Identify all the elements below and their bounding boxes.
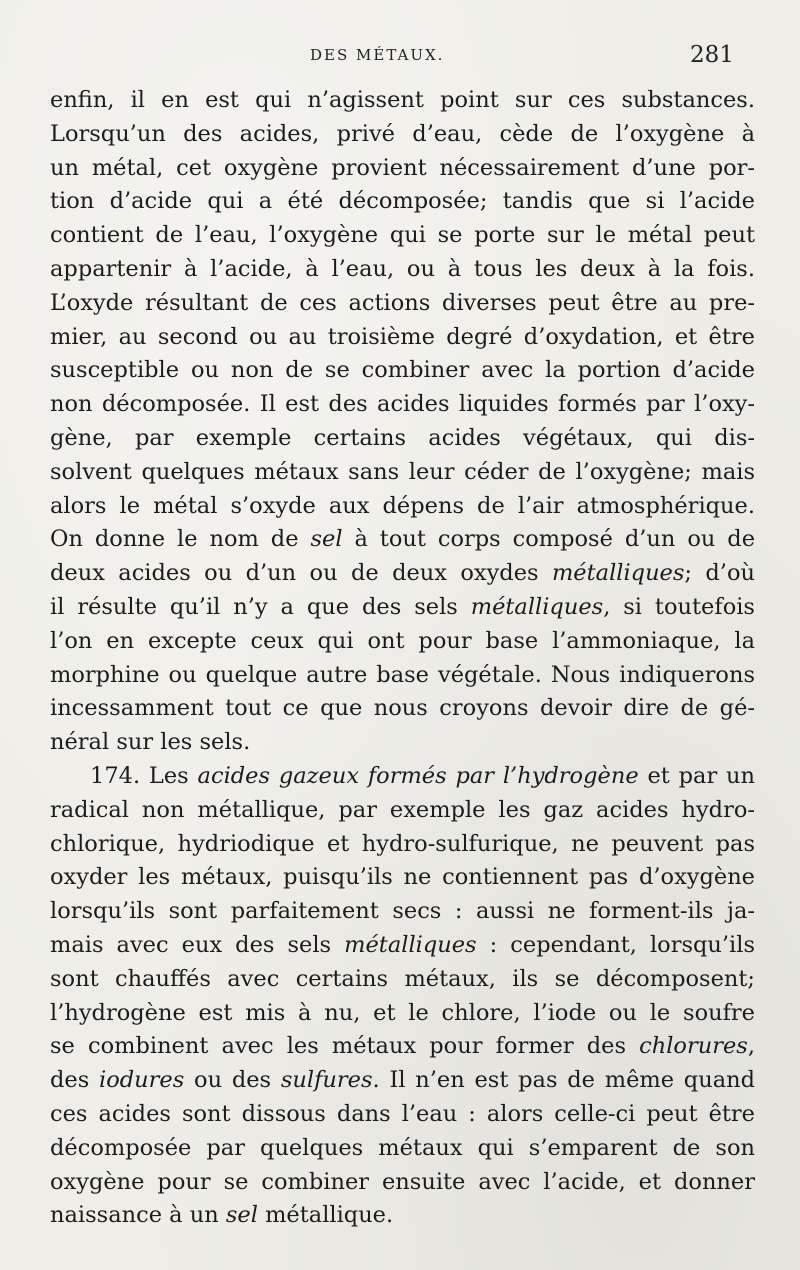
- italic-phrase: sulfures: [280, 1067, 373, 1094]
- text-line: néral sur les sels.: [50, 729, 251, 756]
- text-line: contient de l’eau, l’oxygène qui se porte sur le métal peut: [50, 222, 755, 249]
- text-line: mais avec eux des sels métalliques : cependant, lorsqu’ils: [50, 931, 755, 958]
- italic-phrase: sel: [225, 1202, 258, 1229]
- text-line: incessamment tout ce que nous croyons devoir dire de gé-: [50, 695, 755, 722]
- text-line: l’on en excepte ceux qui ont pour base l’ammoniaque, la: [50, 627, 755, 654]
- text-line: se combinent avec les métaux pour former des chlorures,: [50, 1033, 755, 1060]
- text-line: il résulte qu’il n’y a que des sels métalliques, si toutefois: [50, 593, 755, 620]
- text-line: appartenir à l’acide, à l’eau, ou à tous les deux à la fois.: [50, 255, 755, 282]
- text-line: un métal, cet oxygène provient nécessairement d’une por-: [50, 154, 755, 181]
- italic-phrase: iodures: [99, 1067, 185, 1094]
- page-number: 281: [690, 42, 734, 68]
- text-line: décomposée par quelques métaux qui s’emparent de son: [50, 1134, 755, 1161]
- text-line: tion d’acide qui a été décomposée; tandis que si l’acide: [50, 188, 755, 215]
- italic-phrase: métalliques: [470, 593, 604, 620]
- text-line: l’hydrogène est mis à nu, et le chlore, l’iode ou le soufre: [50, 999, 755, 1026]
- text-line: non décomposée. Il est des acides liquides formés par l’oxy-: [50, 391, 755, 418]
- text-line: mier, au second ou au troisième degré d’oxydation, et être: [50, 323, 755, 350]
- italic-phrase: chlorures: [639, 1033, 748, 1060]
- text-line: lorsqu’ils sont parfaitement secs : aussi ne forment-ils ja-: [50, 898, 755, 925]
- text-line: susceptible ou non de se combiner avec la portion d’acide: [50, 357, 755, 384]
- italic-phrase: sel: [310, 526, 343, 553]
- text-line: naissance à un sel métallique.: [50, 1202, 394, 1229]
- text-line: alors le métal s’oxyde aux dépens de l’air atmosphérique.: [50, 492, 755, 519]
- italic-phrase: métalliques: [551, 560, 685, 587]
- text-line: oxyder les métaux, puisqu’ils ne contiennent pas d’oxygène: [50, 864, 755, 891]
- text-line: sont chauffés avec certains métaux, ils se décomposent;: [50, 965, 755, 992]
- text-line: L’oxyde résultant de ces actions diverses peut être au pre-: [50, 289, 755, 316]
- text-line: radical non métallique, par exemple les gaz acides hydro-: [50, 796, 755, 823]
- text-line: chlorique, hydriodique et hydro-sulfurique, ne peuvent pas: [50, 830, 755, 857]
- text-line: morphine ou quelque autre base végétale. Nous indiquerons: [50, 661, 755, 688]
- text-line: gène, par exemple certains acides végétaux, qui dis-: [50, 424, 755, 451]
- running-title: DES MÉTAUX.: [310, 46, 445, 64]
- text-line: Lorsqu’un des acides, privé d’eau, cède de l’oxygène à: [50, 120, 755, 147]
- body-text: [50, 84, 755, 1233]
- text-line: des iodures ou des sulfures. Il n’en est pas de même quand: [50, 1067, 755, 1094]
- text-line: solvent quelques métaux sans leur céder de l’oxygène; mais: [50, 458, 755, 485]
- italic-phrase: acides gazeux formés par l’hydrogène: [197, 762, 639, 789]
- text-line: enfin, il en est qui n’agissent point sur ces substances.: [50, 87, 755, 113]
- text-line: oxygène pour se combiner ensuite avec l’acide, et donner: [50, 1168, 755, 1195]
- text-line: deux acides ou d’un ou de deux oxydes métalliques; d’où: [50, 560, 755, 587]
- italic-phrase: métalliques: [344, 931, 477, 958]
- text-line: On donne le nom de sel à tout corps composé d’un ou de: [50, 526, 755, 553]
- text-line: ces acides sont dissous dans l’eau : alors celle-ci peut être: [50, 1100, 755, 1127]
- text-line: 174. Les acides gazeux formés par l’hydrogène et par un: [90, 762, 755, 789]
